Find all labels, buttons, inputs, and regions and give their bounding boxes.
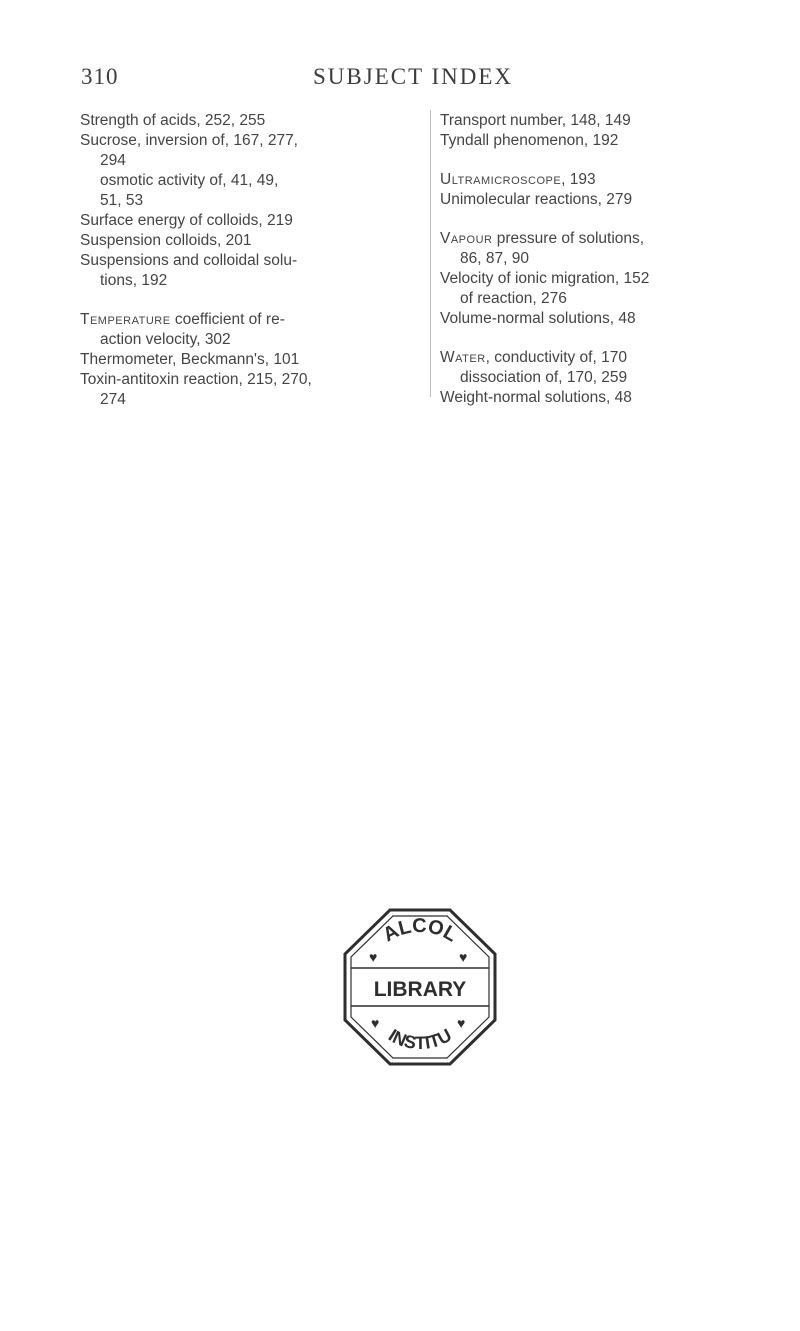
- index-entry: Weight-normal solutions, 48: [440, 389, 632, 406]
- page-title: SUBJECT INDEX: [313, 64, 514, 89]
- heart-icon: ♥: [459, 949, 468, 965]
- index-entry: Suspensions and colloidal solu- tions, 192: [80, 252, 298, 289]
- column-divider: [430, 110, 431, 397]
- stamp-top-text: ALCOL: [379, 914, 461, 947]
- index-entry: Thermometer, Beckmann's, 101: [80, 351, 300, 368]
- heart-icon: ♥: [457, 1015, 466, 1031]
- stamp-bottom-text: INSTITU: [384, 1024, 455, 1054]
- stamp-center-text: LIBRARY: [373, 978, 467, 1001]
- index-entry: Volume-normal solutions, 48: [440, 310, 636, 327]
- index-entry: Toxin-antitoxin reaction, 215, 270, 274: [80, 371, 312, 408]
- index-entry: Unimolecular reactions, 279: [440, 191, 633, 208]
- heart-icon: ♥: [371, 1015, 380, 1031]
- heart-icon: ♥: [369, 949, 378, 965]
- index-entry-section-start: Temperature coefficient of re- action velocity, 302: [80, 311, 285, 348]
- index-column-left: [80, 111, 425, 410]
- index-entry-section-start: Vapour pressure of solutions, 86, 87, 90: [440, 230, 645, 267]
- index-entry: Suspension colloids, 201: [80, 232, 252, 249]
- index-entry: Transport number, 148, 149: [440, 112, 631, 129]
- index-entry-section-start: Ultramicroscope, 193: [440, 171, 596, 188]
- library-stamp: [335, 902, 505, 1072]
- index-entry-section-start: Water, conductivity of, 170: [440, 349, 627, 366]
- index-subentry: of reaction, 276: [460, 290, 567, 307]
- index-subentry: dissociation of, 170, 259: [460, 369, 628, 386]
- index-entry: Strength of acids, 252, 255: [80, 112, 266, 129]
- index-entry: Sucrose, inversion of, 167, 277, 294: [80, 132, 298, 169]
- index-entry: Tyndall phenomenon, 192: [440, 132, 619, 149]
- index-column-right: [440, 111, 780, 408]
- page-number: 310: [81, 64, 119, 89]
- index-subentry: osmotic activity of, 41, 49, 51, 53: [100, 172, 279, 209]
- index-entry: Velocity of ionic migration, 152: [440, 270, 650, 287]
- index-entry: Surface energy of colloids, 219: [80, 212, 293, 229]
